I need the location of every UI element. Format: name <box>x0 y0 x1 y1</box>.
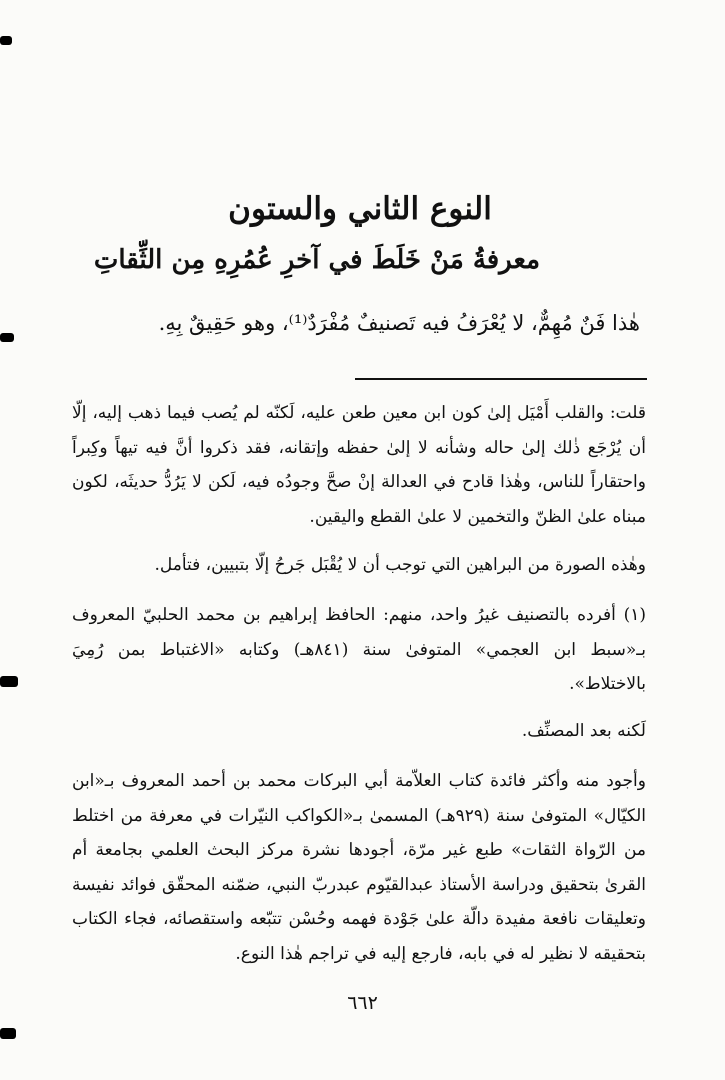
commentary-paragraph: وهٰذه الصورة من البراهين التي توجب أن لا يُقْبَل جَرحُ إلّا بتبيين، فتأمل. <box>154 555 646 575</box>
scan-edge-mark <box>0 36 12 45</box>
footnote-separator <box>355 378 647 380</box>
footnote-paragraph: لَكنه بعد المصنِّف. <box>521 721 646 741</box>
scan-edge-mark <box>0 1028 16 1039</box>
footnote-paragraph: وأجود منه وأكثر فائدة كتاب العلاّمة أبي البركات محمد بن أحمد المعروف بـ«ابن الكيّال» المتوفىٰ سنة (٩٢٩هـ) المسمىٰ بـ«الكواكب النيّرات في معرفة من اختلط من الرّواة الثقات» طبع غير مرّة، أجودها نشرة مركز البحث العلمي بجامعة أم القرىٰ بتحقيق ودراسة الأستاذ عبدالقيّوم عبدربّ النبي، ضمّنه المحقّق فوائد نفيسة وتعليقات نافعة مفيدة دالّة علىٰ جَوْدة فهمه وحُسْن تتبّعه واستقصائه، فجاء الكتاب بتحقيقه لا نظير له في بابه، فارجع إليه في تراجم هٰذا النوع. <box>72 771 646 964</box>
scan-edge-mark <box>0 676 18 687</box>
chapter-subtitle: معرفةُ مَنْ خَلَطَ في آخرِ عُمُرِهِ مِن الثِّقاتِ <box>93 245 540 275</box>
scan-edge-mark <box>0 333 14 342</box>
footnote <box>72 598 646 702</box>
chapter-title: النوع الثاني والستون <box>228 191 492 227</box>
commentary-paragraph: قلت: والقلب أَمْيَل إلىٰ كون ابن معين طعن عليه، لَكنّه لم يُصب فيما ذهب إليه، إلّا أن يُرْجَع ذٰلك إلىٰ حاله وشأنه لا إلىٰ حفظه وإتقانه، فقد ذكروا أنَّ فيه تيهاً وكِبراً واحتقاراً للناس، وهٰذا قادح في العدالة إنْ صحَّ وجودُه فيه، لَكن لا يَرُدُّ حديثَه، لكون مبناه علىٰ الظنّ والتخمين لا علىٰ القطع واليقين. <box>72 403 646 527</box>
footnote-text: أفرده بالتصنيف غيرُ واحد، منهم: الحافظ إبراهيم بن محمد الحلبيّ المعروف بـ«سبط ابن العجمي» المتوفىٰ سنة (٨٤١هـ) وكتابه «الاغتباط بمن رُمِيَ بالاختلاط». <box>72 605 646 694</box>
page-number: ٦٦٢ <box>347 992 378 1014</box>
intro-paragraph: هٰذا فَنٌ مُهِمٌّ، لا يُعْرَفُ فيه تَصنيفٌ مُفْرَدٌ⁽¹⁾، وهو حَقِيقٌ بِهِ. <box>158 311 640 335</box>
footnote-number: (١) <box>623 605 647 625</box>
